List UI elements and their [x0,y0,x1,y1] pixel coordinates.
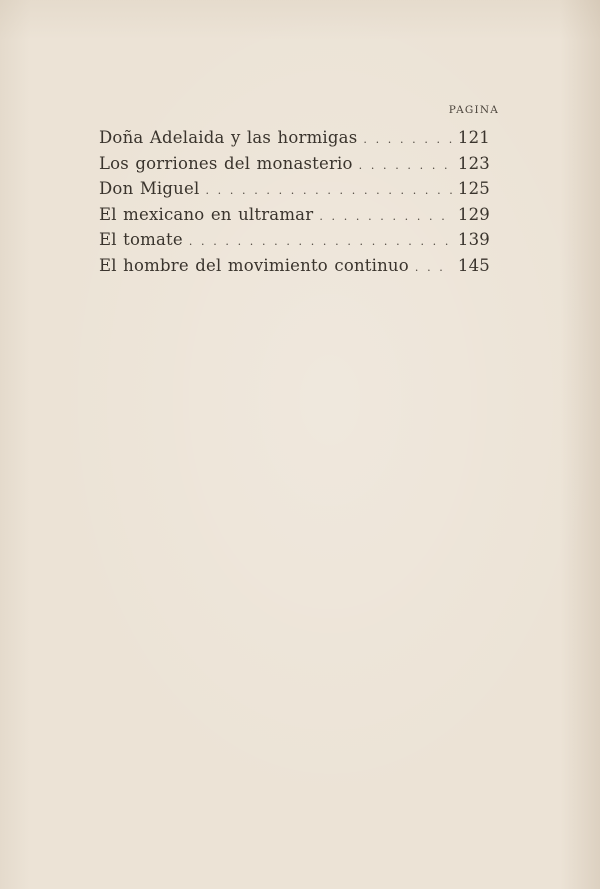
toc-entry-title: El hombre del movimiento continuo [99,255,409,275]
toc-leader-dots [359,159,452,172]
page-column-header: PAGINA [448,104,499,116]
toc-leader-dots [319,210,452,223]
toc-leader-dots [189,235,452,248]
toc-leader-dots [363,133,452,146]
toc-entry-page: 121 [457,128,490,147]
toc-entry-page: 123 [457,153,490,173]
toc-entry [99,128,490,154]
toc-entry-title: Doña Adelaida y las hormigas [99,128,358,147]
toc-entry-page: 139 [457,230,490,249]
toc-entry-title: Los gorriones del monasterio [99,153,353,173]
toc-entry [99,256,490,282]
toc-entry-page: 145 [457,255,490,275]
toc-entry-title: El tomate [99,230,183,249]
toc-entry-page: 125 [457,179,490,198]
toc-leader-dots [415,261,452,274]
toc-entry-title: El mexicano en ultramar [99,204,314,224]
toc-entry-page: 129 [457,204,490,224]
toc-entry [99,179,490,205]
toc-entry [99,205,490,231]
toc-leader-dots [205,184,451,197]
toc-entry [99,230,490,256]
toc-entry-title: Don Miguel [99,179,200,198]
toc-entry [99,154,490,180]
table-of-contents [99,128,490,281]
